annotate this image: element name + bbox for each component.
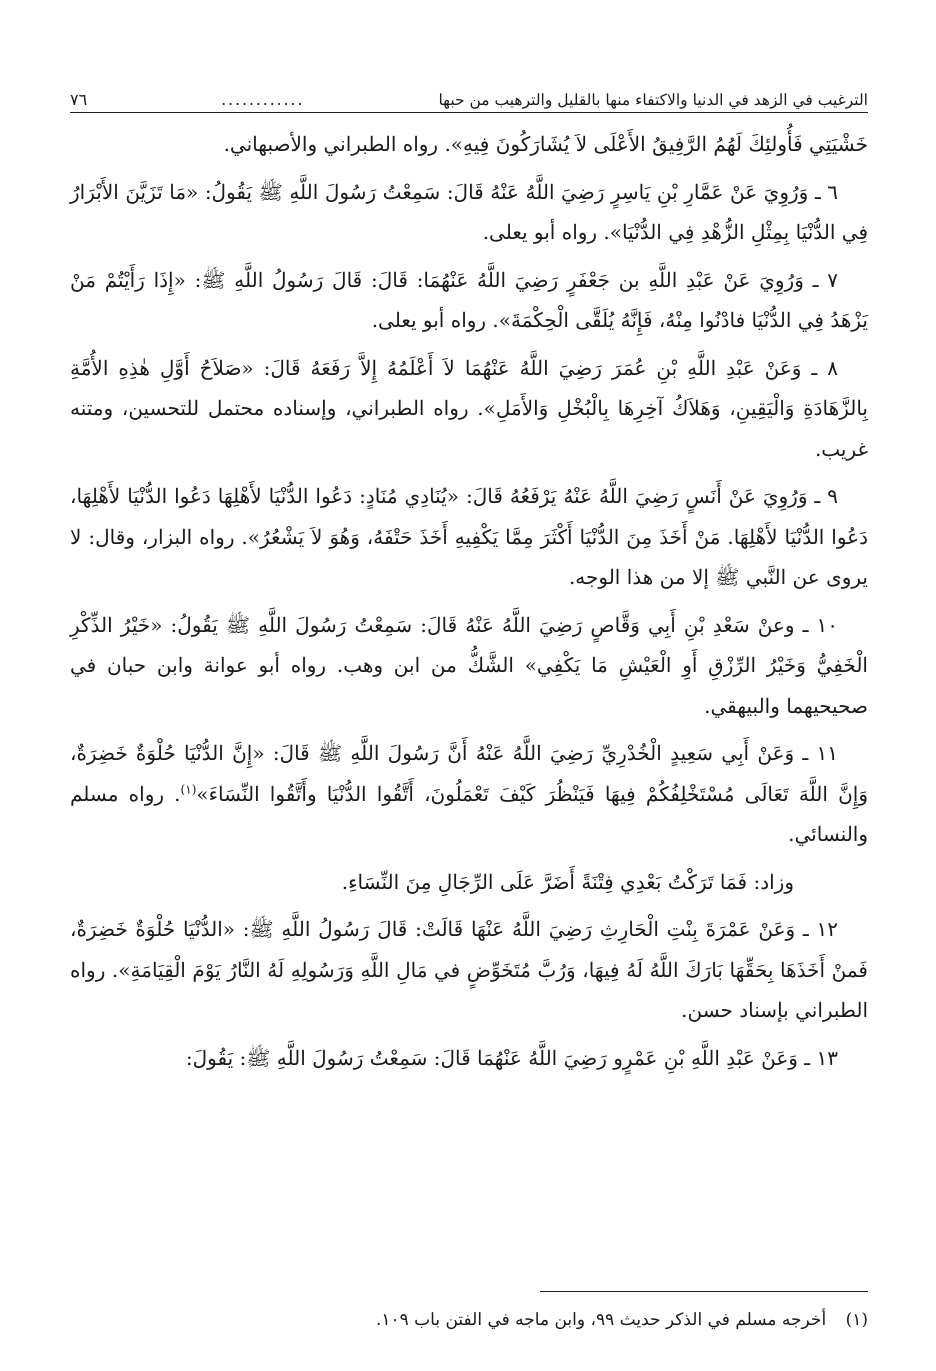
hadith-10: ١٠ ـ وعنْ سَعْدِ بْنِ أَبِي وَقَّاصٍ رَضِيَ اللَّهُ عَنْهُ قَالَ: سَمِعْتُ رَسُولَ اللَّهِ ﷺ يَقُولُ: «خَيْرُ الذِّكْرِ الْخَفِيُّ وَخَيْرُ الرِّزْقِ أَوِ الْعَيْشِ مَا يَكْفِي» الشَّكُّ من ابن وهب. رواه أبو عوانة وابن حبان في صحيحيهما والبيهقي. [70,612,868,718]
header-leader-dots: ............ [221,91,305,109]
hadith-12: ١٢ ـ وَعَنْ عَمْرَةَ بِنْتِ الْحَارِثِ رَضِيَ اللَّهُ عَنْهَا قَالَتْ: قَالَ رَسُولُ اللَّهِ ﷺ: «الدُّنْيَا حُلْوَةٌ خَضِرَةٌ، فَمنْ أَخَذَهَا بِحَقِّهَا بَارَكَ اللَّهُ لَهُ فِيهَا، وَرُبَّ مُتَخَوِّضٍ في مَالِ اللَّهِ وَرَسُولِهِ لَهُ النَّارُ يَوْمَ الْقِيَامَةِ». رواه الطبراني بإسناد حسن. [70,917,868,1022]
hadith-8: ٨ ـ وَعَنْ عَبْدِ اللَّهِ بْنِ عُمَرَ رَضِيَ اللَّهُ عَنْهُمَا لاَ أَعْلَمُهُ إِلاَّ رَفَعَهُ قَالَ: «صَلاَحُ أَوَّلِ هٰذِهِ الأُمَّةِ بِالزَّهَادَةِ وَالْيَقِينِ، وَهَلاَكُ آخِرِهَا بِالْبُخْلِ وَالأَمَلِ». رواه الطبراني، وإسناده محتمل للتحسين، ومتنه غريب. [70,355,868,461]
header-title: الترغيب في الزهد في الدنيا والاكتفاء منها بالقليل والترهيب من حبها [438,91,868,109]
page-number: ٧٦ [70,90,88,109]
footnote-marker: (١) [845,1310,868,1330]
hadith-6: ٦ ـ وَرُوِيَ عَنْ عَمَّارِ بْنِ يَاسِرٍ رَضِيَ اللَّهُ عَنْهُ قَالَ: سَمِعْتُ رَسُولَ اللَّهِ ﷺ يَقُولُ: «مَا تَزَيَّنَ الأَبْرَارُ فِي الدُّنْيَا بِمِثْلِ الزُّهْدِ فِي الدُّنْيَا». رواه أبو يعلى. [70,179,868,244]
hadith-9: ٩ ـ وَرُوِيَ عَنْ أَنَسٍ رَضِيَ اللَّهُ عَنْهُ يَرْفَعُهُ قَالَ: «يُنَادِي مُنَادٍ: دَعُوا الدُّنْيَا لأَهْلِهَا دَعُوا الدُّنْيَا لأَهْلِهَا، دَعُوا الدُّنْيَا لأَهْلِهَا. مَنْ أَخَذَ مِنَ الدُّنْيَا أَكْثَرَ مِمَّا يَكْفِيهِ أَخَذَ حَتْفَهُ، وَهُوَ لاَ يَشْعُرُ». رواه البزار، وقال: لا يروى عن النَّبي ﷺ إلا من هذا الوجه. [70,484,868,589]
footnote-divider [540,1291,868,1292]
paragraph-continued: خَشْيَتِي فَأُولئِكَ لَهُمُ الرَّفِيقُ الأَعْلَى لاَ يُشَارَكُونَ فِيهِ». رواه الطبراني والأصبهاني. [223,132,868,156]
footnotes [70,1306,868,1334]
running-header [70,84,868,113]
page-body [70,124,868,1085]
hadith-13: ١٣ ـ وَعَنْ عَبْدِ اللَّهِ بْنِ عَمْرٍو رَضِيَ اللَّهُ عَنْهُمَا قَالَ: سَمِعْتُ رَسُولَ اللَّهِ ﷺ: يَقُولَ: [185,1045,838,1070]
hadith-11 [70,733,868,855]
hadith-11-addendum: وزاد: فَمَا تَرَكْتُ بَعْدِي فِتْنَةً أَضَرَّ عَلَى الرِّجَالِ مِنَ النِّسَاءِ. [341,869,794,894]
footnote-reference[interactable]: (١) [180,781,197,796]
hadith-11-text: ١١ ـ وَعَنْ أَبِي سَعِيدٍ الْخُدْرِيِّ رَضِيَ اللَّهُ عَنْهُ أَنَّ رَسُولَ اللَّهِ ﷺ قَالَ: «إِنَّ الدُّنْيَا حُلْوَةٌ خَضِرَةٌ، وَإِنَّ اللَّهَ تَعَالَى مُسْتَخْلِفُكُمْ فِيهَا فَيَنْظُرَ كَيْفَ تَعْمَلُونَ، أَتَّقُوا الدُّنْيَا وأَتَّقُوا النِّسَاءَ» [70,741,868,806]
footnote-item [70,1306,868,1334]
hadith-11-tail: . رواه مسلم والنسائي. [70,781,868,846]
footnote-text: أخرجه مسلم في الذكر حديث ٩٩، وابن ماجه في الفتن باب ١٠٩. [375,1310,827,1330]
hadith-7: ٧ ـ وَرُوِيَ عَنْ عَبْدِ اللَّهِ بن جَعْفَرٍ رَضِيَ اللَّهُ عَنْهُمَا: قَالَ: قَالَ رَسُولُ اللَّهِ ﷺ: «إِذَا رَأَيْتُمْ مَنْ يَزْهَدُ فِي الدُّنْيَا فادْنُوا مِنْهُ، فَإِنَّهُ يُلَقَّى الْحِكْمَةَ». رواه أبو يعلى. [70,267,868,332]
